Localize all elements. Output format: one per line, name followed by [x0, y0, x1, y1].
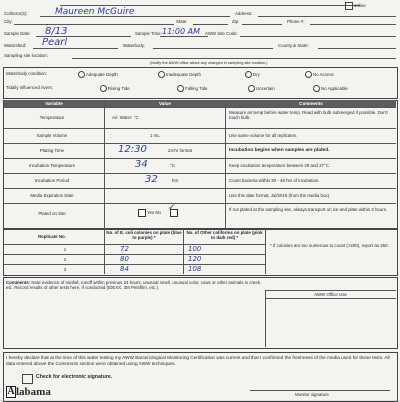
uncertain-radio[interactable] — [248, 85, 255, 92]
row-line — [3, 128, 396, 129]
option-dry: Dry — [253, 72, 260, 77]
val-incubation-temp: °C — [170, 163, 175, 168]
row-line — [3, 107, 396, 108]
rep-no-2: 2 — [63, 257, 67, 262]
waterbody-line — [153, 48, 273, 49]
var-incubation-temp: Incubation Temperature — [28, 163, 76, 168]
other-rep-1: 100 — [188, 245, 202, 253]
signature-line — [250, 390, 390, 391]
electronic-signature-label: Check for electronic signature. — [36, 374, 113, 380]
sample-time-label: Sample Time: — [135, 31, 162, 36]
var-plating-time: Plating Time — [39, 148, 65, 153]
comment-media-expiration: Use this date format, Jul/2019 (from the media box). — [229, 193, 331, 198]
option-no-access: No Access — [313, 72, 334, 77]
rep-no-1: 1 — [63, 247, 67, 252]
plated-no-check-mark: ✓ — [168, 203, 176, 213]
state-line — [193, 24, 228, 25]
option-inadequate-depth: Inadequate Depth — [166, 72, 201, 77]
rep-divider-2 — [183, 228, 184, 274]
online-checkbox[interactable] — [345, 2, 353, 10]
comment-sample-volume: Use same volume for all replicates. — [229, 133, 298, 138]
variable-header: Variable — [4, 100, 104, 107]
val-plating-time: 24-hr format — [168, 148, 192, 153]
var-plated-on-site: Plated on Site — [38, 211, 66, 216]
location-label: Sampling site location: — [4, 53, 48, 58]
ecoli-rep-3: 84 — [120, 265, 129, 273]
site-code-label: AWW Site Code: — [205, 31, 238, 36]
hw-incubation-period: 32 — [145, 174, 158, 185]
var-temperature: Temperature — [39, 115, 65, 120]
watershed-value: Pearl — [42, 37, 68, 48]
rep-line-2 — [3, 264, 265, 265]
site-code-line — [240, 36, 396, 37]
other-rep-2: 120 — [188, 255, 202, 263]
watershed-label: Watershed: — [4, 43, 27, 48]
office-use-label: AWW Office Use — [314, 292, 347, 297]
comments-header: Comments — [226, 100, 396, 107]
sample-date-value: 8/13 — [45, 26, 68, 37]
comment-temperature: Measure air temp before water temp. Read with bulb submerged if possible. Don't touch bulb. — [229, 110, 388, 120]
plated-yes-checkbox[interactable] — [138, 209, 146, 217]
option-uncertain: Uncertain — [256, 86, 275, 91]
replicate-header: Replicate No. — [38, 234, 66, 239]
phone-label: Phone #: — [287, 19, 305, 24]
sample-time-line — [160, 36, 208, 37]
value-header: Value — [105, 100, 225, 107]
not-applicable-radio[interactable] — [313, 85, 320, 92]
comment-plating-time: Incubation begins when samples are plated. — [229, 148, 330, 153]
row-line — [3, 143, 396, 144]
option-falling-tide: Falling Tide — [185, 86, 208, 91]
var-sample-volume: Sample Volume — [36, 133, 68, 138]
ecoli-rep-1: 72 — [120, 245, 129, 253]
top-rule — [60, 5, 360, 6]
val-temperature: Air: Water: °C — [112, 115, 139, 120]
dry-radio[interactable] — [245, 71, 252, 78]
option-not-applicable: No Applicable — [321, 86, 348, 91]
ecoli-rep-2: 80 — [120, 255, 129, 263]
option-rising-tide: Rising Tide — [108, 86, 130, 91]
comment-incubation-temp: Keep incubation temperature between 29 and 37°C. — [229, 163, 331, 168]
comment-plated-on-site: If not plated at the sampling site, always transport on ice and plate within 3 hours. — [229, 207, 388, 212]
rep-header-line — [3, 244, 265, 245]
row-line — [3, 158, 396, 159]
city-line — [14, 24, 174, 25]
alabama-logo-icon: A — [7, 386, 15, 397]
zip-line — [242, 24, 282, 25]
other-header: No. of Other coliforms on plate (pink to dark red) * — [186, 230, 263, 240]
val-sample-volume: 1 mL — [150, 133, 160, 138]
sample-date-label: Sample Date: — [4, 31, 31, 36]
watershed-line — [33, 48, 118, 49]
collectors-value: Maureen McGuire — [55, 7, 135, 17]
rep-divider-3 — [265, 228, 266, 274]
val-plated-on-site: Yes No — [147, 210, 161, 215]
location-line — [72, 58, 396, 59]
declaration-text: I hereby declare that at the time of this water testing my AWW Bacteriological Monitoring Certification was current and that I confirmed the freshness of the media used for these tests. All data entered above the Comments section were obtained using AWW techniques. — [6, 355, 390, 366]
val-incubation-period: hrs — [172, 178, 179, 183]
var-media-expiration: Media Expiration Date — [30, 193, 74, 198]
county-label: County & State: — [278, 43, 309, 48]
hw-incubation-temp: 34 — [135, 159, 148, 170]
address-label: Address: — [235, 11, 253, 16]
var-incubation-period: Incubation Period — [34, 178, 70, 183]
logo-text: labama — [16, 386, 51, 398]
office-top — [265, 290, 396, 291]
inadequate-depth-radio[interactable] — [158, 71, 165, 78]
city-label: City: — [4, 19, 13, 24]
monitor-signature-label: Monitor signature — [295, 392, 329, 397]
adequate-depth-radio[interactable] — [78, 71, 85, 78]
row-line — [3, 188, 396, 189]
waterbody-label: Waterbody: — [123, 43, 146, 48]
rep-no-3: 3 — [63, 267, 67, 272]
online-label: online — [354, 3, 366, 8]
rep-line-1 — [3, 254, 265, 255]
electronic-signature-checkbox[interactable] — [22, 374, 33, 384]
sample-time-value: 11:00 AM — [162, 27, 200, 36]
comments-label: Comments: — [6, 280, 31, 285]
other-rep-3: 108 — [188, 265, 202, 273]
collectors-label: Collector(s): — [4, 11, 28, 16]
replicate-note: * If colonies are too numerous to count (>200), report as 250. — [270, 243, 389, 248]
comments-instructions: Note evidence of rainfall, runoff within previous 24 hours, unusual smell, unusual color, cows or other animals in creek, etc. Record results of other tests here, if conducted (IDEXX, 3M Petrifilm, etc.). — [6, 280, 262, 290]
state-label: State: — [176, 19, 188, 24]
office-bottom-rule — [265, 298, 396, 299]
row-line — [3, 173, 396, 174]
option-adequate-depth: Adequate Depth — [86, 72, 118, 77]
waterbody-condition-label: Waterbody condition: — [6, 71, 48, 76]
no-access-radio[interactable] — [305, 71, 312, 78]
comments-text — [6, 280, 264, 290]
comment-incubation-period: Count bacteria within 30 - 48 hrs of incubation. — [229, 178, 320, 183]
falling-tide-radio[interactable] — [177, 85, 184, 92]
rising-tide-radio[interactable] — [100, 85, 107, 92]
county-line — [318, 48, 396, 49]
tidal-label: Tidally influenced rivers: — [6, 85, 53, 90]
address-line — [258, 16, 396, 17]
notify-note: (Notify the AWW office about any changes in sampling site location.) — [150, 60, 268, 65]
zip-label: Zip: — [232, 19, 240, 24]
phone-line — [310, 24, 396, 25]
col-divider-1 — [104, 100, 105, 228]
row-line — [3, 203, 396, 204]
hw-plating-time: 12:30 — [118, 144, 147, 155]
ecoli-header: No. of E. coli colonies on plate (blue to purple) * — [106, 230, 182, 240]
col-divider-2 — [225, 100, 226, 228]
